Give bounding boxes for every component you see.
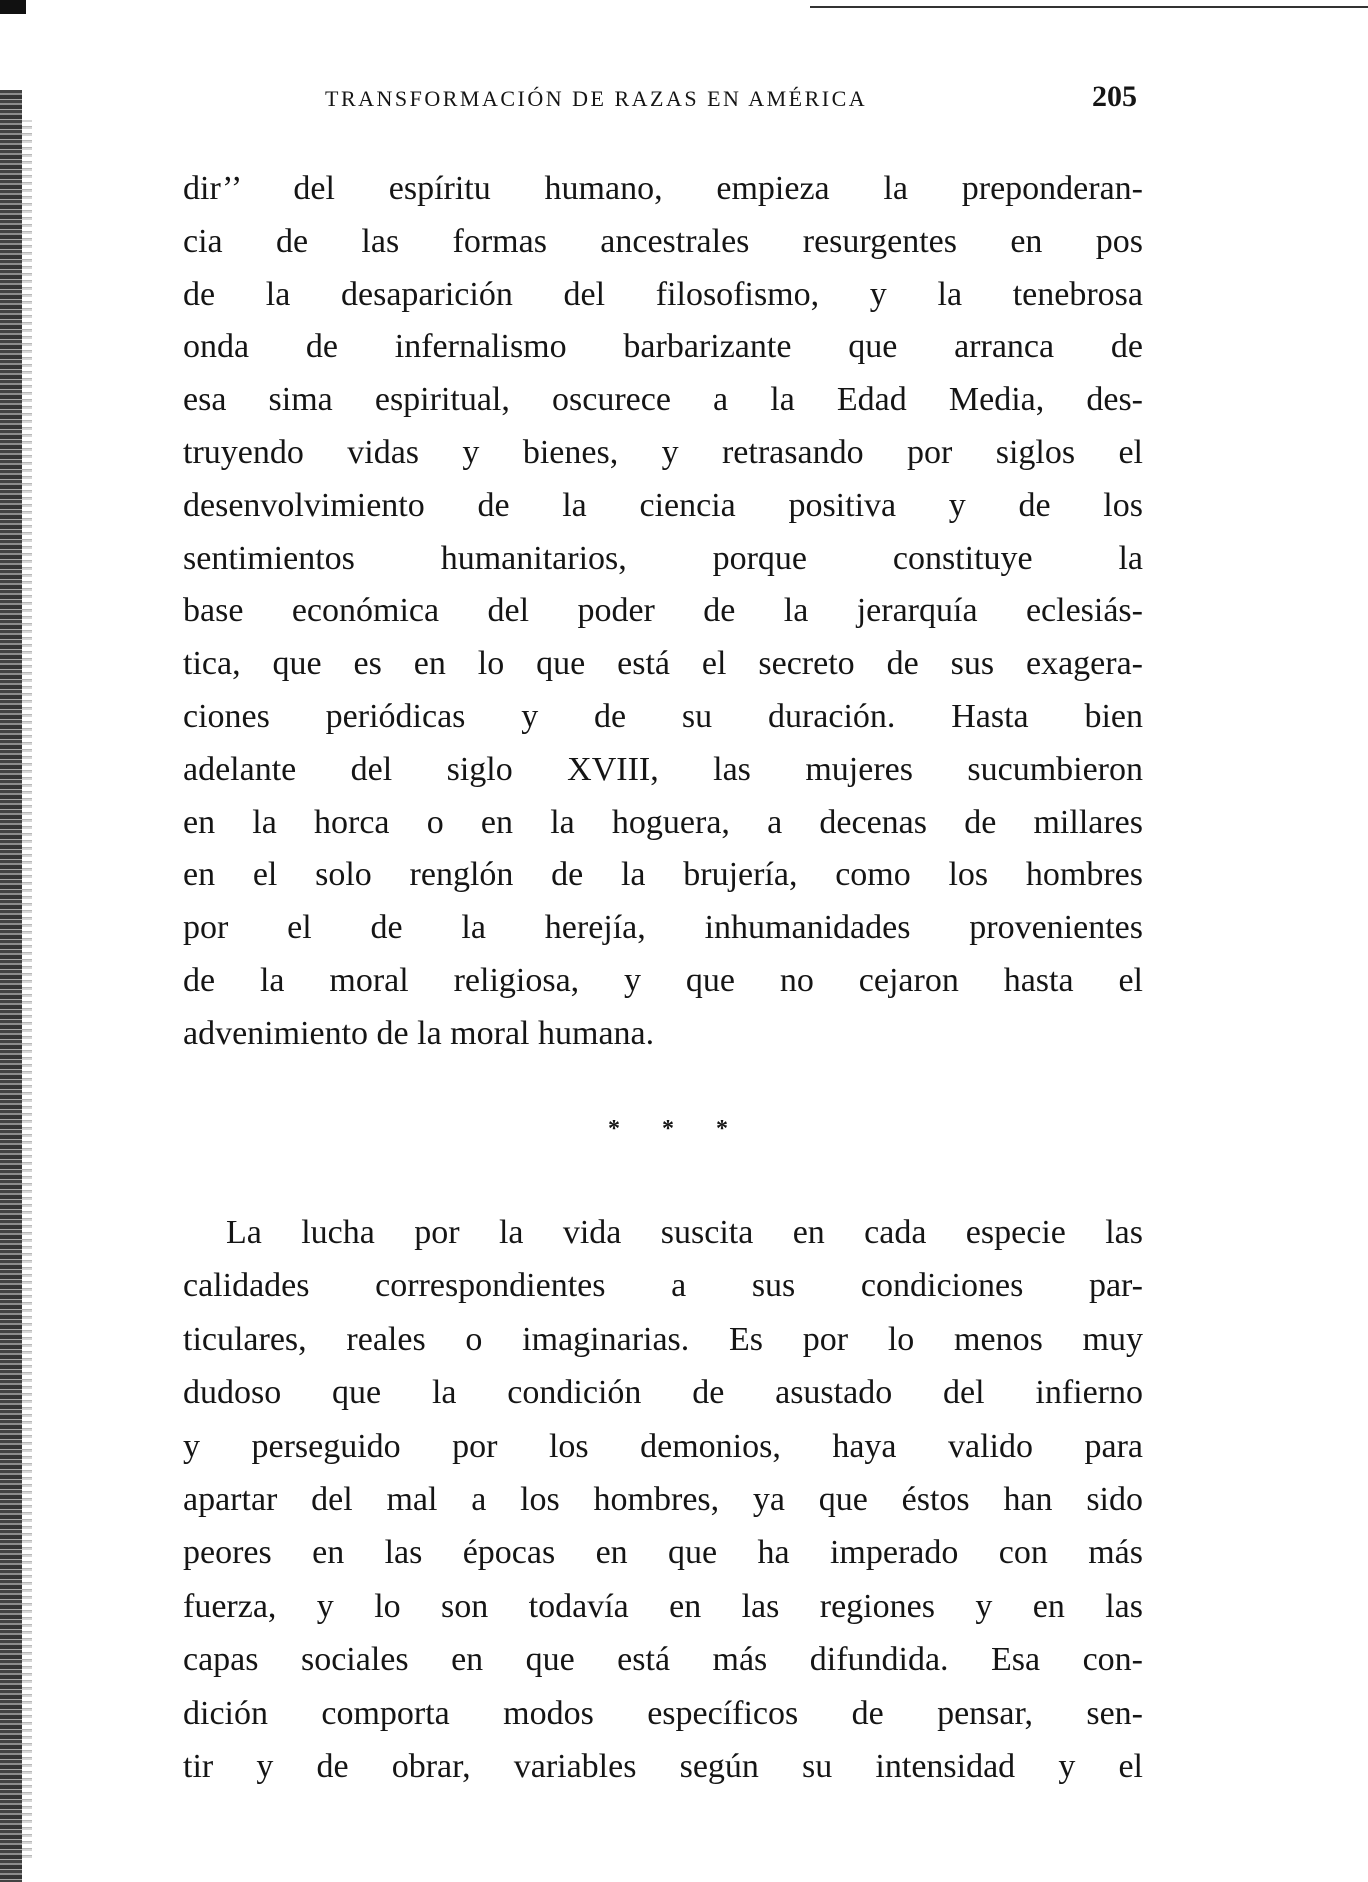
text-line: dición comporta modos específicos de pensar, sen- xyxy=(183,1694,1143,1732)
text-line: advenimiento de la moral humana. xyxy=(183,1014,655,1052)
text-line: fuerza, y lo son todavía en las regiones y en las xyxy=(183,1587,1143,1625)
text-line: ticulares, reales o imaginarias. Es por lo menos muy xyxy=(183,1320,1143,1358)
page-number: 205 xyxy=(1092,80,1137,113)
running-title: TRANSFORMACIÓN DE RAZAS EN AMÉRICA xyxy=(325,86,868,111)
text-line: desenvolvimiento de la ciencia positiva y de los xyxy=(183,486,1143,524)
scan-top-edge xyxy=(810,6,1368,8)
text-line: apartar del mal a los hombres, ya que éstos han sido xyxy=(183,1481,1143,1518)
section-separator: * * * xyxy=(608,1116,746,1142)
text-line: en el solo renglón de la brujería, como los hombres xyxy=(183,856,1143,894)
page-binding-shadow xyxy=(22,120,32,1860)
text-line: ciones periódicas y de su duración. Hasta bien xyxy=(183,698,1143,735)
text-line: de la desaparición del filosofismo, y la tenebrosa xyxy=(183,275,1143,313)
text-line: tica, que es en lo que está el secreto de sus exagera- xyxy=(183,645,1143,683)
text-line: en la horca o en la hoguera, a decenas de millares xyxy=(183,803,1143,841)
text-line: tir y de obrar, variables según su intensidad y el xyxy=(183,1748,1143,1785)
text-line: sentimientos humanitarios, porque constituye la xyxy=(183,539,1143,577)
text-line: adelante del siglo XVIII, las mujeres sucumbieron xyxy=(183,750,1143,788)
text-line: truyendo vidas y bienes, y retrasando por siglos el xyxy=(183,434,1143,471)
text-line: dir’’ del espíritu humano, empieza la preponderan- xyxy=(183,170,1143,207)
text-line: dudoso que la condición de asustado del infierno xyxy=(183,1374,1143,1412)
text-line: por el de la herejía, inhumanidades provenientes xyxy=(183,909,1143,947)
text-line: onda de infernalismo barbarizante que arranca de xyxy=(183,328,1143,366)
text-line: La lucha por la vida suscita en cada especie las xyxy=(226,1214,1143,1251)
text-line: base económica del poder de la jerarquía eclesiás- xyxy=(183,592,1143,630)
text-line: capas sociales en que está más difundida. Esa con- xyxy=(183,1641,1143,1679)
text-line: y perseguido por los demonios, haya valido para xyxy=(183,1427,1143,1465)
text-line: esa sima espiritual, oscurece a la Edad Media, des- xyxy=(183,381,1143,419)
text-line: cia de las formas ancestrales resurgentes en pos xyxy=(183,222,1143,260)
text-line: peores en las épocas en que ha imperado con más xyxy=(183,1534,1143,1572)
text-line: de la moral religiosa, y que no cejaron hasta el xyxy=(183,962,1143,999)
text-line: calidades correspondientes a sus condiciones par- xyxy=(183,1267,1143,1305)
page-binding-edge xyxy=(0,90,22,1882)
scan-corner-mark xyxy=(0,0,26,14)
